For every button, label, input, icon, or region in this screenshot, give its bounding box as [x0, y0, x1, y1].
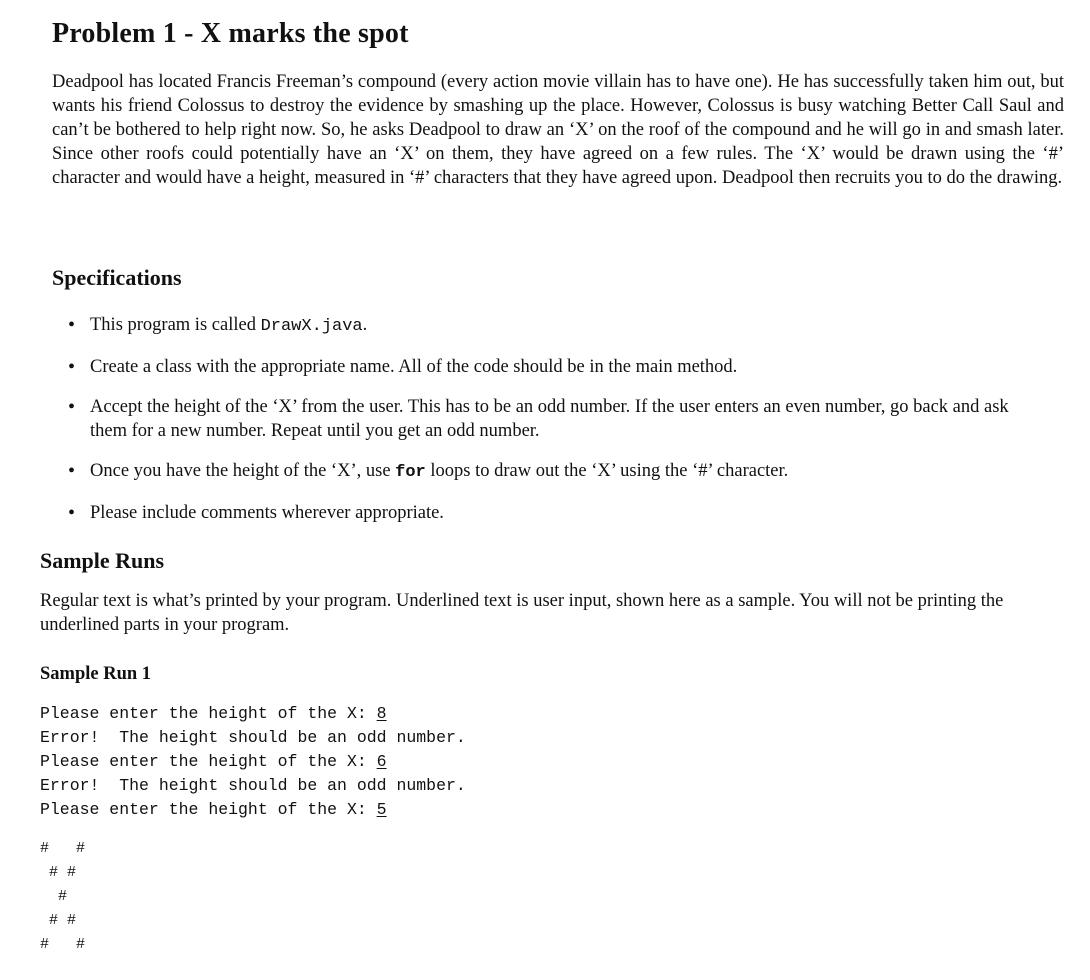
- prompt-text: Please enter the height of the X:: [40, 800, 377, 819]
- user-input: 8: [376, 704, 387, 723]
- error-text: Error! The height should be an odd number.: [40, 728, 466, 747]
- x-row: # #: [40, 864, 77, 881]
- console-line: [40, 702, 466, 726]
- sample-run-1-heading: Sample Run 1: [40, 664, 152, 684]
- spec-item-comments: • Please include comments wherever appropriate.: [52, 501, 1032, 525]
- spec-item-for-loops: [52, 459, 1032, 485]
- prompt-text: Please enter the height of the X:: [40, 752, 377, 771]
- console-line: [40, 798, 466, 822]
- user-input: 5: [376, 800, 387, 819]
- for-keyword-code: for: [395, 463, 426, 482]
- sample-run-console: [40, 702, 466, 822]
- sample-runs-description: Regular text is what’s printed by your program. Underlined text is user input, shown here as a sample. You will not be printing the underlined parts in your program.: [40, 591, 1004, 635]
- error-text: Error! The height should be an odd number.: [40, 776, 466, 795]
- console-line: [40, 750, 466, 774]
- x-row: # #: [40, 936, 86, 953]
- spec-item-filename-text: This program is called: [90, 315, 261, 335]
- specifications-heading: Specifications: [52, 265, 182, 290]
- spec-item-filename-end: .: [362, 315, 368, 335]
- spec-item-filename: [52, 313, 1032, 339]
- x-drawing-output: [40, 837, 85, 957]
- spec-item-for-end: loops to draw out the ‘X’ using the ‘#’ character.: [425, 461, 789, 481]
- problem-title: Problem 1 - X marks the spot: [52, 18, 409, 49]
- spec-item-for-text: Once you have the height of the ‘X’, use: [90, 461, 396, 481]
- spec-item-odd-input: • Accept the height of the ‘X’ from the user. This has to be an odd number. If the user enters an even number, go back and ask them for a new number. Repeat until you get an odd number.: [52, 395, 1032, 443]
- filename-code: DrawX.java: [260, 317, 363, 336]
- sample-runs-heading: Sample Runs: [40, 548, 165, 573]
- prompt-text: Please enter the height of the X:: [40, 704, 377, 723]
- x-row: # #: [40, 912, 77, 929]
- specifications-list: [52, 313, 1032, 541]
- spec-item-class: • Create a class with the appropriate name. All of the code should be in the main method.: [52, 355, 1032, 379]
- x-row: #: [40, 888, 68, 905]
- user-input: 6: [376, 752, 387, 771]
- x-row: # #: [40, 840, 86, 857]
- problem-intro: Deadpool has located Francis Freeman’s compound (every action movie villain has to have one). He has successfully taken him out, but wants his friend Colossus to destroy the evidence by smashing up the place. However, Colossus is busy watching Better Call Saul and can’t be bothered to help right now. So, he asks Deadpool to draw an ‘X’ on the roof of the compound and he will go in and smash later. Since other roofs could potentially have an ‘X’ on them, they have agreed on a few rules. The ‘X’ would be drawn using the ‘#’ character and would have a height, measured in ‘#’ characters that they have agreed upon. Deadpool then recruits you to do the drawing.: [52, 72, 1064, 188]
